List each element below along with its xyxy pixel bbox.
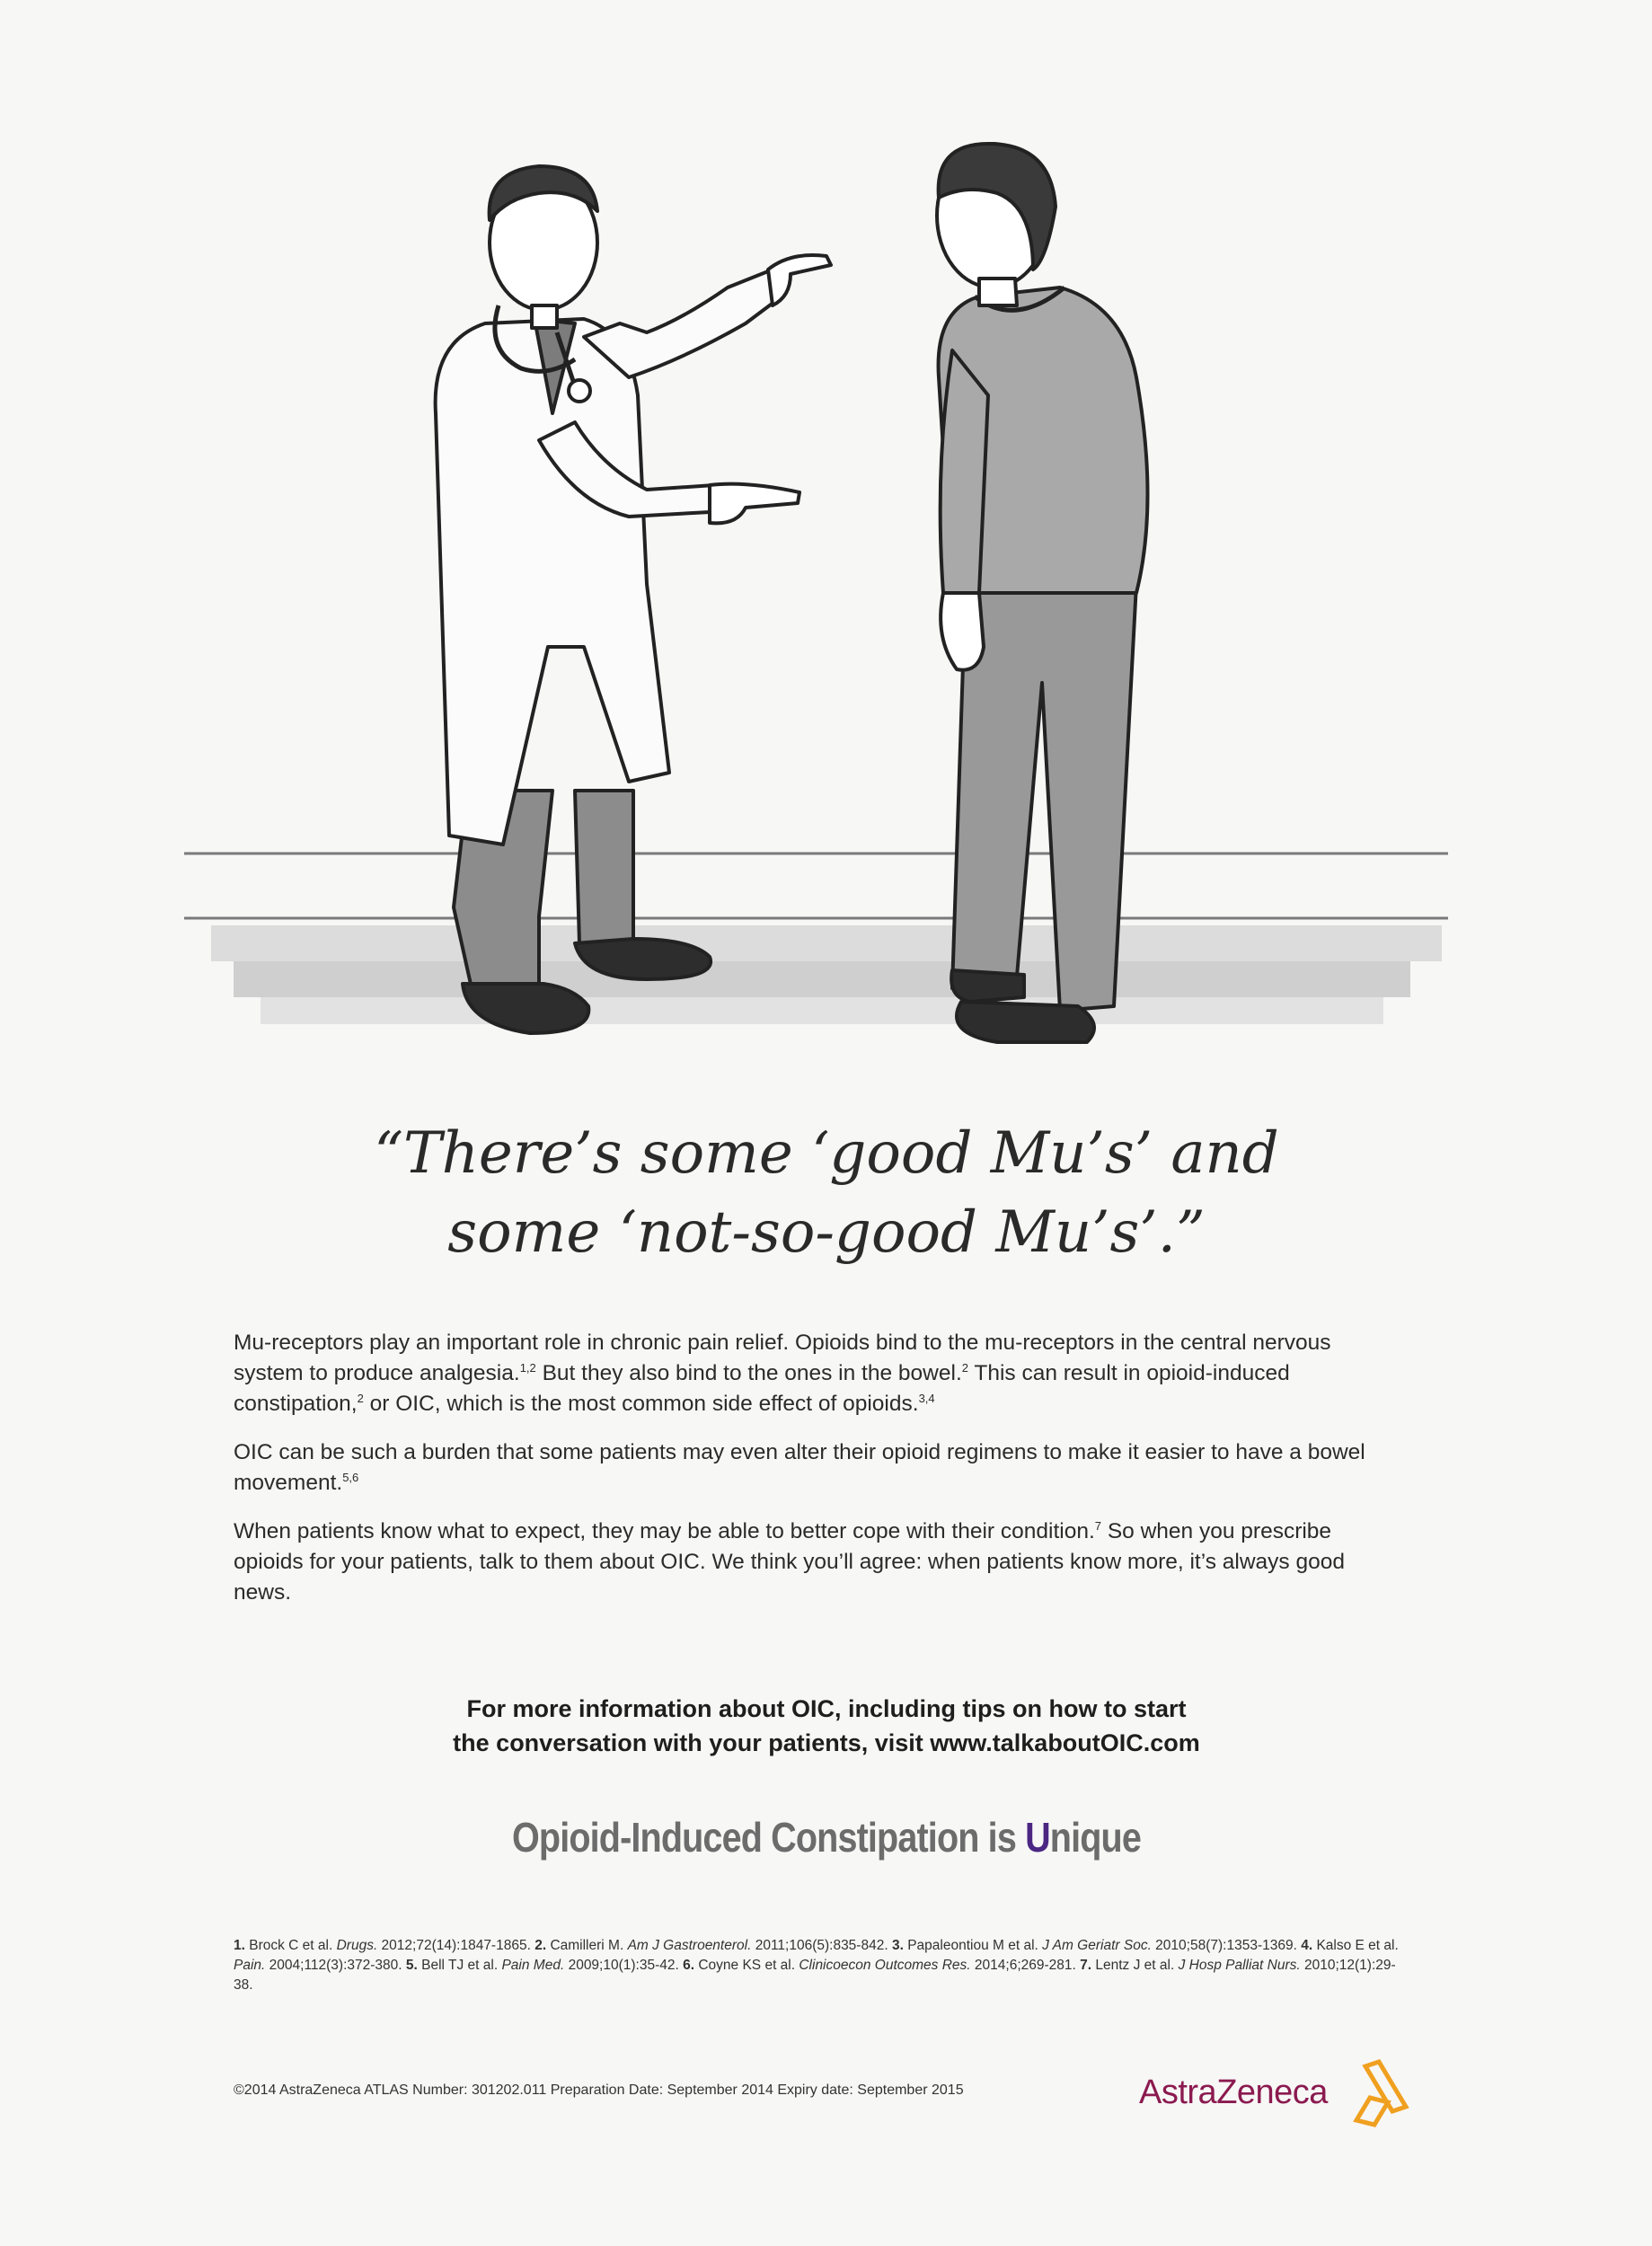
reference-journal: Clinicoecon Outcomes Res. xyxy=(799,1958,971,1973)
paragraph-1 xyxy=(234,1328,1374,1419)
reference-item xyxy=(234,1938,534,1953)
headline-line-1: “There’s some ‘good Mu’s’ and xyxy=(374,1120,1279,1187)
reference-number: 4. xyxy=(1301,1938,1313,1953)
reference-authors: Coyne KS et al. xyxy=(694,1958,799,1973)
legal-footer: ©2014 AstraZeneca ATLAS Number: 301202.011 Preparation Date: September 2014 Expiry date: September 2015 xyxy=(234,2082,964,2098)
reference-citation: 2010;12(1):29-38. xyxy=(234,1958,1396,1993)
reference-journal: Pain. xyxy=(234,1958,266,1973)
doctor-patient-illustration xyxy=(0,0,1652,1096)
doctor-figure xyxy=(436,166,831,1033)
astrazeneca-logo xyxy=(1139,2057,1418,2129)
reference-journal: Pain Med. xyxy=(501,1958,565,1973)
reference-item xyxy=(683,1958,1080,1973)
astrazeneca-symbol-icon xyxy=(1347,2057,1410,2129)
reference-citation: 2012;72(14):1847-1865. xyxy=(377,1938,535,1953)
reference-number: 1. xyxy=(234,1938,245,1953)
references xyxy=(234,1936,1401,1995)
reference-authors: Camilleri M. xyxy=(546,1938,628,1953)
call-to-action xyxy=(296,1692,1356,1760)
reference-authors: Brock C et al. xyxy=(244,1938,337,1953)
reference-number: 6. xyxy=(683,1958,695,1973)
patient-figure xyxy=(937,144,1148,1042)
tagline-text-end: nique xyxy=(1049,1814,1142,1861)
citation: 2 xyxy=(357,1391,364,1405)
citation: 2 xyxy=(961,1360,968,1375)
reference-number: 7. xyxy=(1080,1958,1092,1973)
cta-line-2[interactable]: the conversation with your patients, visit www.talkaboutOIC.com xyxy=(453,1729,1200,1756)
reference-item xyxy=(534,1938,892,1953)
reference-citation: 2004;112(3):372-380. xyxy=(265,1958,406,1973)
paragraph-3 xyxy=(234,1516,1374,1608)
reference-number: 3. xyxy=(891,1938,904,1953)
tagline-highlight: U xyxy=(1025,1814,1050,1861)
reference-journal: J Hosp Palliat Nurs. xyxy=(1178,1958,1301,1973)
tagline xyxy=(371,1813,1283,1861)
citation: 3,4 xyxy=(918,1391,935,1405)
reference-item xyxy=(406,1958,683,1973)
paragraph-1-text-c: This can result in opioid-induced constipation, xyxy=(234,1361,1290,1416)
reference-citation: 2010;58(7):1353-1369. xyxy=(1151,1938,1302,1953)
headline xyxy=(234,1114,1419,1272)
reference-journal: J Am Geriatr Soc. xyxy=(1042,1938,1152,1953)
paragraph-1-text-d: or OIC, which is the most common side effect of opioids. xyxy=(363,1392,919,1416)
reference-citation: 2014;6;269-281. xyxy=(970,1958,1081,1973)
paragraph-2-text: OIC can be such a burden that some patients may even alter their opioid regimens to make it easier to have a bowel movement. xyxy=(234,1440,1365,1495)
reference-item xyxy=(892,1938,1301,1953)
tagline-text: Opioid-Induced Constipation is xyxy=(511,1814,1026,1861)
citation: 1,2 xyxy=(519,1360,536,1375)
headline-line-2: some ‘not-so-good Mu’s’.” xyxy=(447,1199,1206,1266)
reference-citation: 2011;106(5):835-842. xyxy=(751,1938,892,1953)
reference-authors: Bell TJ et al. xyxy=(417,1958,502,1973)
reference-authors: Papaleontiou M et al. xyxy=(903,1938,1043,1953)
reference-journal: Drugs. xyxy=(336,1938,378,1953)
reference-number: 5. xyxy=(405,1958,418,1973)
paragraph-3-text-a: When patients know what to expect, they may be able to better cope with their condition. xyxy=(234,1519,1095,1543)
reference-journal: Am J Gastroenterol. xyxy=(627,1938,752,1953)
reference-authors: Lentz J et al. xyxy=(1091,1958,1179,1973)
paragraph-3-text-b: So when you prescribe opioids for your patients, talk to them about OIC. We think you’ll agree: when patients know more, it’s always good news. xyxy=(234,1519,1345,1605)
reference-citation: 2009;10(1):35-42. xyxy=(564,1958,684,1973)
reference-number: 2. xyxy=(534,1938,547,1953)
logo-wordmark: AstraZeneca xyxy=(1139,2074,1328,2111)
paragraph-2 xyxy=(234,1437,1374,1499)
paragraph-1-text-a: Mu-receptors play an important role in chronic pain relief. Opioids bind to the mu-receptors in the central nervous system to produce analgesia. xyxy=(234,1331,1331,1385)
citation: 5,6 xyxy=(342,1470,359,1484)
floor xyxy=(184,853,1448,1024)
reference-authors: Kalso E et al. xyxy=(1312,1938,1399,1953)
paragraph-1-text-b: But they also bind to the ones in the bowel. xyxy=(535,1361,962,1385)
citation: 7 xyxy=(1094,1518,1102,1533)
body-copy xyxy=(234,1328,1374,1626)
cta-line-1: For more information about OIC, including tips on how to start xyxy=(466,1695,1187,1722)
